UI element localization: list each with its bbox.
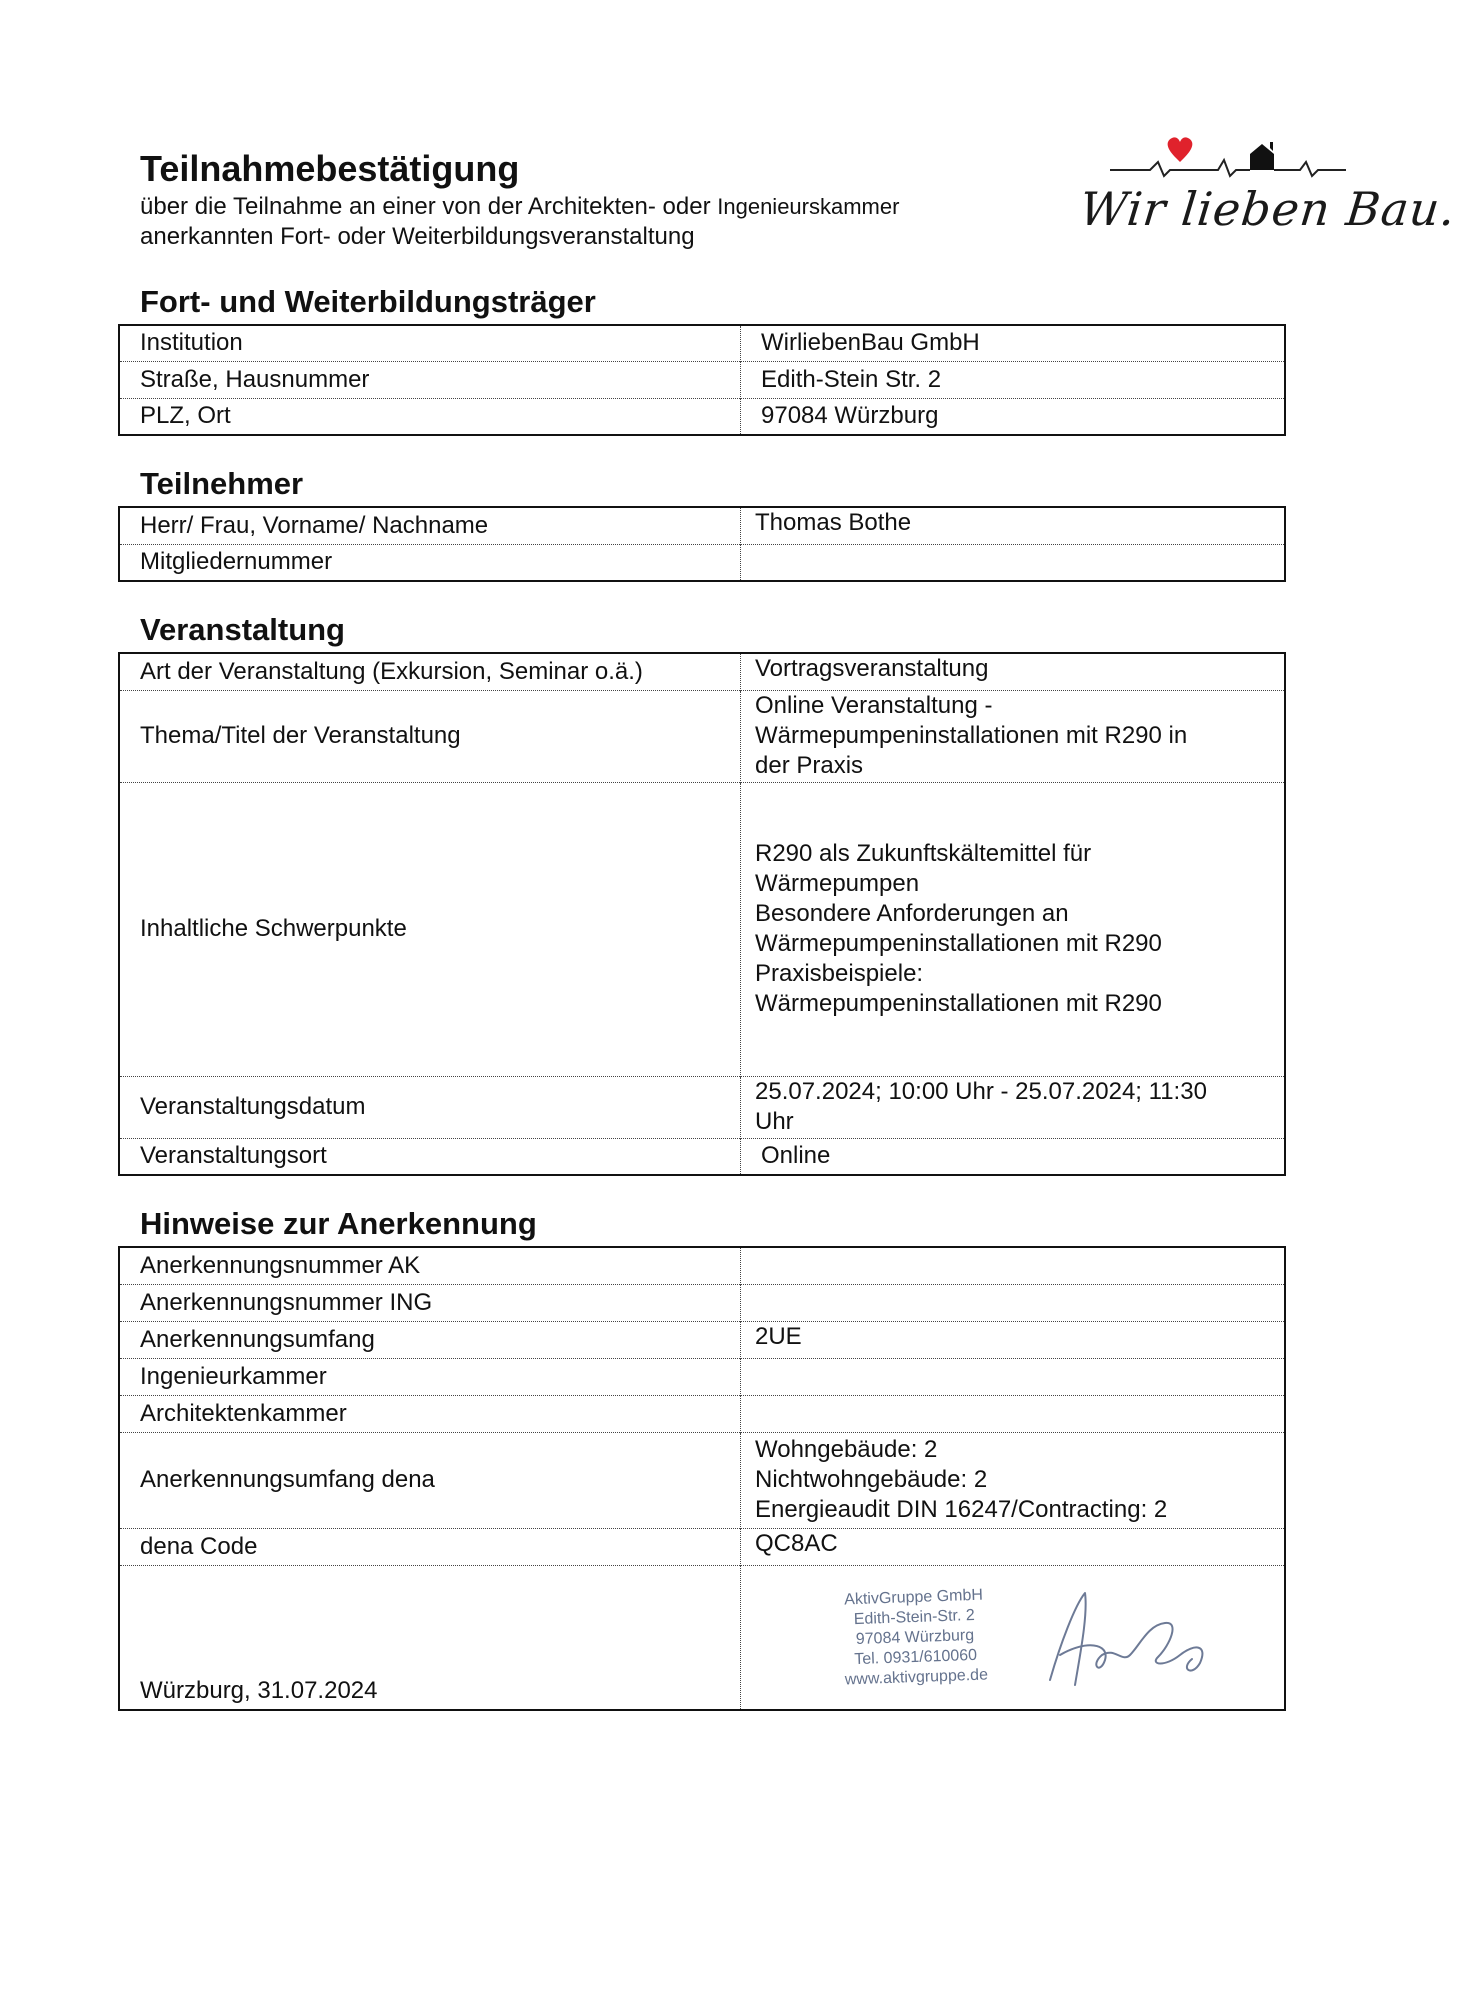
- subtitle-line-1-small: Ingenieurskammer: [717, 194, 900, 219]
- row-value: [741, 1247, 1286, 1284]
- value-line: 25.07.2024; 10:00 Uhr - 25.07.2024; 11:30: [755, 1078, 1207, 1105]
- row-label: Art der Veranstaltung (Exkursion, Seminar o.ä.): [119, 653, 741, 690]
- table-row: [119, 1432, 1285, 1528]
- value-line: Online Veranstaltung -: [755, 692, 993, 719]
- row-value: [741, 1358, 1286, 1395]
- subtitle-line-1: über die Teilnahme an einer von der Architekten- oder: [140, 193, 711, 220]
- place-date: Würzburg, 31.07.2024: [119, 1565, 741, 1710]
- section-title-provider: Fort- und Weiterbildungsträger: [140, 284, 596, 319]
- row-value: [741, 1432, 1286, 1528]
- table-row: [119, 1284, 1285, 1321]
- table-row: [119, 1138, 1285, 1175]
- table-row: [119, 1247, 1285, 1284]
- value-line: Wärmepumpeninstallationen mit R290 in: [755, 722, 1188, 749]
- row-label: Architektenkammer: [119, 1395, 741, 1432]
- value-line: R290 als Zukunftskältemittel für: [755, 840, 1092, 867]
- row-label: Mitgliedernummer: [119, 544, 741, 581]
- table-row: [119, 1358, 1285, 1395]
- event-table: [118, 652, 1286, 1176]
- row-value: Online: [741, 1138, 1286, 1175]
- value-line: Uhr: [755, 1108, 794, 1135]
- row-value: WirliebenBau GmbH: [761, 329, 980, 357]
- section-title-recognition: Hinweise zur Anerkennung: [140, 1206, 537, 1241]
- stamp-line: AktivGruppe GmbH: [843, 1586, 984, 1609]
- row-value: [741, 1076, 1286, 1138]
- table-row: [119, 325, 1285, 361]
- row-value: 97084 Würzburg: [741, 398, 1286, 435]
- value-line: Wärmepumpeninstallationen mit R290: [755, 930, 1162, 957]
- subtitle: [140, 192, 1020, 252]
- signature: [1030, 1585, 1230, 1695]
- row-value: [741, 544, 1286, 581]
- provider-table: [118, 324, 1286, 436]
- table-row: [119, 361, 1285, 398]
- row-label: Anerkennungsnummer AK: [119, 1247, 741, 1284]
- row-value: Vortragsveranstaltung: [755, 655, 989, 682]
- value-line: Wohngebäude: 2: [755, 1436, 938, 1463]
- table-row: [119, 782, 1285, 1076]
- heartbeat-logo-icon: [1110, 132, 1350, 182]
- company-stamp: [818, 1585, 1011, 1692]
- page-title: Teilnahmebestätigung: [140, 148, 520, 189]
- row-label: Veranstaltungsort: [119, 1138, 741, 1175]
- logo-text: Wir lieben Bau.: [1077, 182, 1459, 236]
- participant-table: [118, 506, 1286, 582]
- table-row: [119, 1076, 1285, 1138]
- stamp-line: Tel. 0931/610060: [854, 1646, 978, 1669]
- table-row: [119, 1528, 1285, 1565]
- row-label: PLZ, Ort: [119, 398, 741, 435]
- row-label: Thema/Titel der Veranstaltung: [119, 690, 741, 782]
- row-value: [741, 690, 1286, 782]
- value-line: Wärmepumpeninstallationen mit R290: [755, 990, 1162, 1017]
- value-line: Energieaudit DIN 16247/Contracting: 2: [755, 1496, 1168, 1523]
- row-label: dena Code: [119, 1528, 741, 1565]
- row-label: Herr/ Frau, Vorname/ Nachname: [119, 507, 741, 544]
- row-label: Inhaltliche Schwerpunkte: [119, 782, 741, 1076]
- row-value: Thomas Bothe: [755, 509, 912, 536]
- row-value: QC8AC: [741, 1528, 1286, 1565]
- logo: [1070, 132, 1459, 242]
- value-line: Nichtwohngebäude: 2: [755, 1466, 988, 1493]
- row-label: Institution: [119, 325, 741, 361]
- row-label: Anerkennungsnummer ING: [119, 1284, 741, 1321]
- row-label: Veranstaltungsdatum: [119, 1076, 741, 1138]
- value-line: Wärmepumpen: [755, 870, 920, 897]
- row-label: Anerkennungsumfang dena: [119, 1432, 741, 1528]
- row-value: [741, 1284, 1286, 1321]
- table-row: [119, 1395, 1285, 1432]
- section-title-participant: Teilnehmer: [140, 466, 304, 501]
- table-row: [119, 1321, 1285, 1358]
- stamp-line: Edith-Stein-Str. 2: [853, 1606, 976, 1629]
- table-row: [119, 507, 1285, 544]
- value-line: der Praxis: [755, 752, 864, 779]
- subtitle-line-2: anerkannten Fort- oder Weiterbildungsveranstaltung: [140, 223, 695, 250]
- stamp-line: www.aktivgruppe.de: [844, 1666, 989, 1689]
- row-value: 2UE: [741, 1321, 1286, 1358]
- table-row: [119, 690, 1285, 782]
- section-title-event: Veranstaltung: [140, 612, 345, 647]
- row-label: Anerkennungsumfang: [119, 1321, 741, 1358]
- value-line: Besondere Anforderungen an: [755, 900, 1069, 927]
- table-row: [119, 544, 1285, 581]
- row-value: [741, 1395, 1286, 1432]
- row-value: [741, 782, 1286, 1076]
- row-value: Edith-Stein Str. 2: [741, 361, 1286, 398]
- table-row: [119, 653, 1285, 690]
- row-label: Straße, Hausnummer: [119, 361, 741, 398]
- value-line: Praxisbeispiele:: [755, 960, 924, 987]
- table-row: [119, 398, 1285, 435]
- row-label: Ingenieurkammer: [119, 1358, 741, 1395]
- stamp-line: 97084 Würzburg: [855, 1626, 975, 1649]
